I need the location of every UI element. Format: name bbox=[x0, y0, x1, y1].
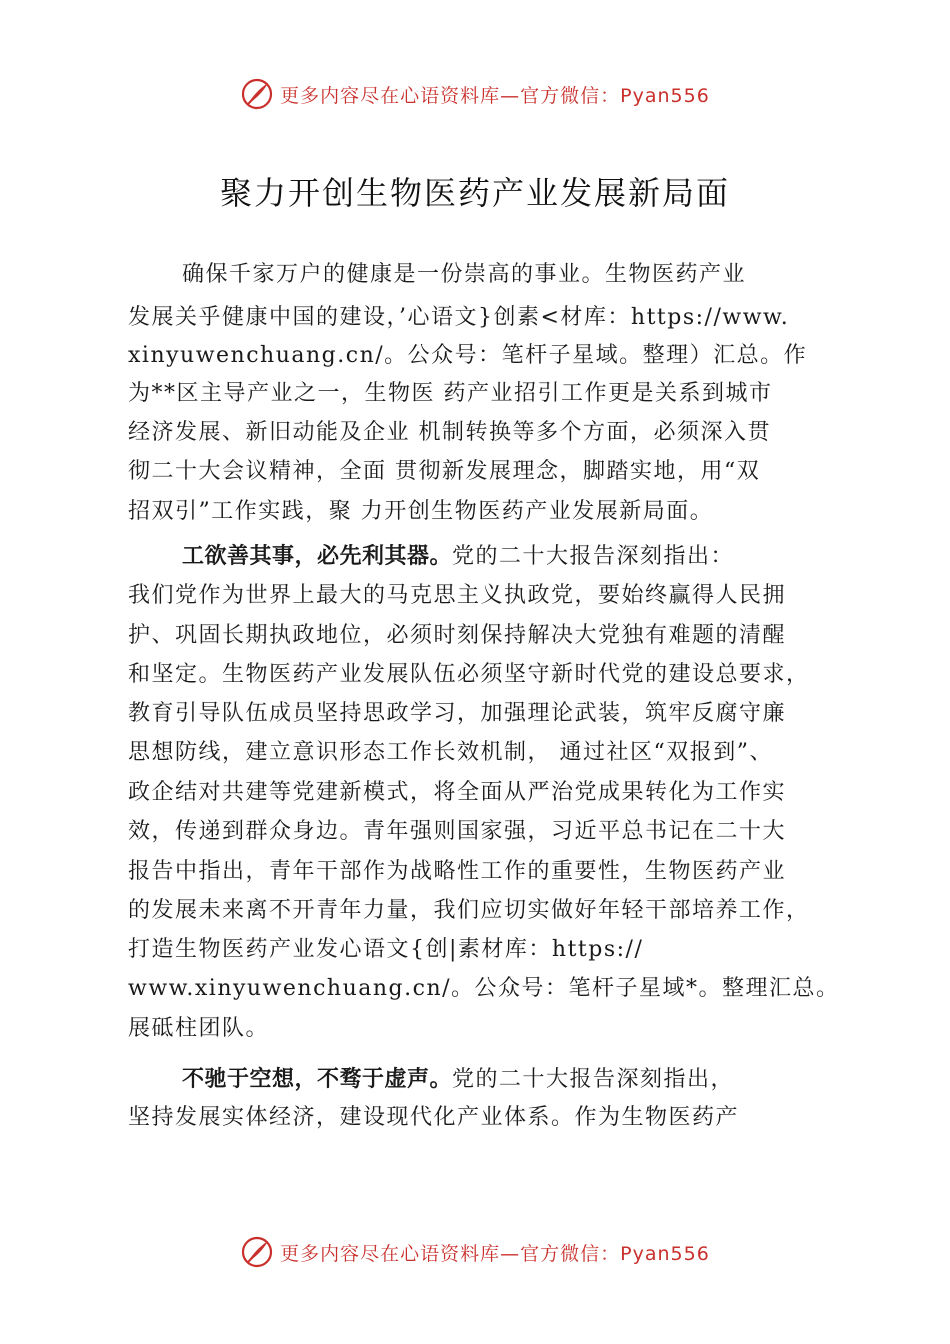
text-line: 的发展未来离不开青年力量，我们应切实做好年轻干部培养工作， bbox=[128, 898, 810, 923]
text-line: 效，传递到群众身边。青年强则国家强，习近平总书记在二十大 bbox=[128, 819, 787, 844]
paragraph-lead-line bbox=[182, 543, 734, 571]
quill-logo-icon bbox=[240, 77, 274, 111]
text-line: 和坚定。生物医药产业发展队伍必须坚守新时代党的建设总要求， bbox=[128, 662, 810, 687]
text-line: www.xinyuwenchuang.cn/。公众号：笔杆子星域*。整理汇总。 bbox=[128, 976, 840, 1001]
text-line: 招双引”工作实践，聚 力开创生物医药产业发展新局面。 bbox=[128, 499, 714, 524]
watermark-text: 更多内容尽在心语资料库—官方微信：Pyan556 bbox=[280, 84, 710, 107]
text-line: 发展关乎健康中国的建设，’心语文}创素<材库：https://www. bbox=[128, 305, 790, 330]
watermark-footer bbox=[0, 1232, 950, 1272]
watermark-header bbox=[0, 74, 950, 114]
text-line: 打造生物医药产业发心语文{创|素材库：https:// bbox=[128, 937, 644, 962]
text-line: 经济发展、新旧动能及企业 机制转换等多个方面，必须深入贯 bbox=[128, 420, 771, 445]
text-line: 思想防线，建立意识形态工作长效机制， 通过社区“双报到”、 bbox=[128, 740, 773, 765]
page-title: 聚力开创生物医药产业发展新局面 bbox=[219, 174, 730, 212]
quill-logo-icon bbox=[240, 1235, 274, 1269]
text-line: 教育引导队伍成员坚持思政学习，加强理论武装，筑牢反腐守廉 bbox=[128, 701, 787, 726]
watermark-text: 更多内容尽在心语资料库—官方微信：Pyan556 bbox=[280, 1242, 710, 1265]
text-line: 护、巩固长期执政地位，必须时刻保持解决大党独有难题的清醒 bbox=[128, 623, 787, 648]
text-line: 确保千家万户的健康是一份崇高的事业。生物医药产业 bbox=[182, 262, 747, 287]
paragraph-heading: 不驰于空想，不骛于虚声。 bbox=[182, 1067, 453, 1092]
paragraph-lead-line bbox=[182, 1066, 734, 1094]
text-line: 报告中指出，青年干部作为战略性工作的重要性，生物医药产业 bbox=[128, 859, 787, 884]
text-line: 政企结对共建等党建新模式，将全面从严治党成果转化为工作实 bbox=[128, 780, 787, 805]
text-line: 彻二十大会议精神，全面 贯彻新发展理念，脚踏实地，用“双 bbox=[128, 459, 761, 484]
paragraph-lead: 党的二十大报告深刻指出， bbox=[452, 1067, 735, 1092]
text-line: 坚持发展实体经济，建设现代化产业体系。作为生物医药产 bbox=[128, 1105, 740, 1130]
text-line: 我们党作为世界上最大的马克思主义执政党，要始终赢得人民拥 bbox=[128, 583, 787, 608]
text-line: xinyuwenchuang.cn/。公众号：笔杆子星域。整理）汇总。作 bbox=[128, 343, 808, 368]
text-line: 展砥柱团队。 bbox=[128, 1016, 270, 1041]
paragraph-lead: 党的二十大报告深刻指出： bbox=[452, 544, 735, 569]
paragraph-heading: 工欲善其事，必先利其器。 bbox=[182, 544, 453, 569]
text-line: 为**区主导产业之一，生物医 药产业招引工作更是关系到城市 bbox=[128, 381, 773, 406]
